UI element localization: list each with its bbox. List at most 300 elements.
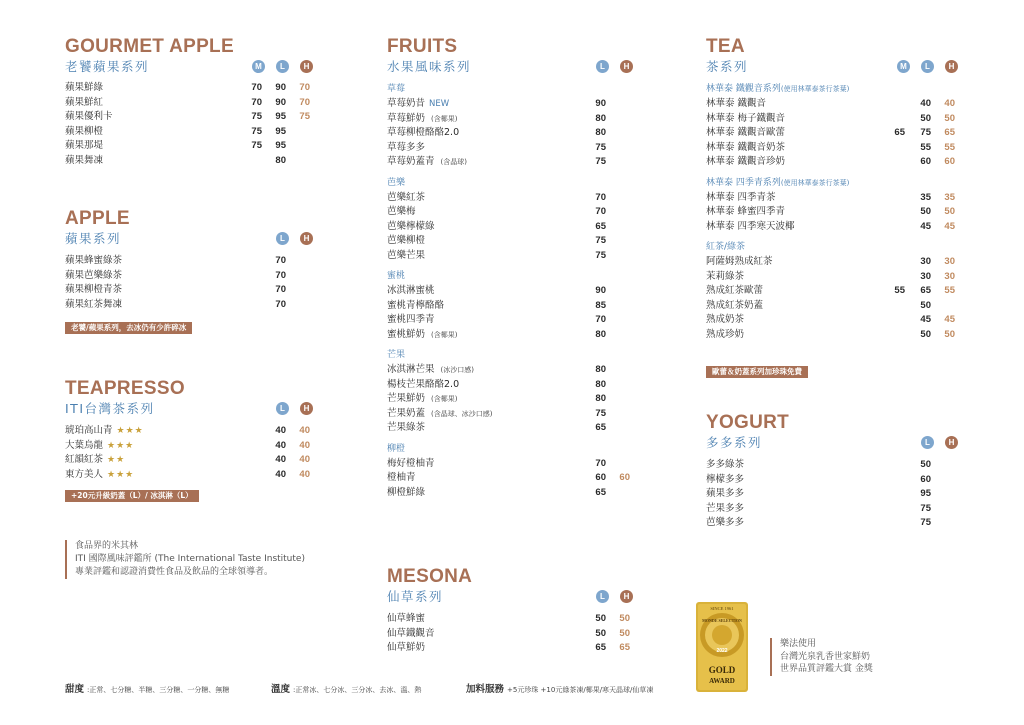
price-l: 65 (920, 285, 931, 296)
size-h-badge: H (300, 232, 313, 245)
menu-item-name (387, 249, 425, 264)
size-l-badge: L (921, 60, 934, 73)
teapresso-upgrade-note: +20元升級奶蓋（L）/ 冰淇淋（L） (65, 490, 199, 502)
menu-item-name-text: 琥珀高山青 (65, 425, 113, 436)
menu-item-row (706, 284, 966, 299)
footer-temperature (271, 684, 421, 696)
menu-item-name-text: 芭樂紅茶 (387, 191, 426, 203)
price-l: 85 (595, 299, 606, 311)
menu-item-row (387, 457, 637, 472)
price-l: 95 (275, 140, 286, 151)
menu-item-row (387, 191, 637, 206)
monde-selection-award-medal (696, 602, 748, 692)
price-h: 40 (299, 425, 310, 436)
menu-item-name-text: 熟成紅茶奶蓋 (706, 299, 764, 311)
price-l: 30 (920, 270, 931, 282)
menu-item-name-text: 林華泰 蜂蜜四季青 (706, 206, 786, 217)
price-l: 50 (920, 299, 931, 311)
price-m: 75 (251, 111, 262, 122)
menu-item-new-tag: NEW (429, 99, 450, 109)
menu-item-row (387, 284, 637, 299)
menu-item-name-text: 蘋果芭樂綠茶 (65, 269, 123, 281)
subgroup-title (387, 269, 637, 283)
menu-item-name (387, 313, 435, 328)
price-l: 60 (920, 473, 931, 485)
size-h-badge: H (945, 436, 958, 449)
menu-item-row (706, 126, 966, 141)
menu-item-name (387, 112, 457, 127)
section-title-en: TEA (706, 36, 745, 57)
menu-item-name-text: 蘋果那堤 (65, 140, 104, 151)
menu-item-name (65, 125, 103, 140)
menu-item-name-text: 蘋果蜂蜜綠茶 (65, 255, 123, 266)
iti-note-line: ITI 國際風味評鑑所 (The International Taste Institute) (75, 554, 305, 564)
section-title-zh: 仙草系列 (387, 589, 444, 604)
menu-item-row (706, 516, 966, 531)
menu-item-row (387, 407, 637, 422)
menu-list (65, 424, 315, 482)
menu-item-note: (含椰果) (431, 330, 458, 339)
section-title-en: YOGURT (706, 412, 790, 433)
menu-item-row (387, 471, 637, 486)
price-m: 75 (251, 140, 262, 151)
menu-item-name-text: 林華泰 鐵觀音歐蕾 (706, 127, 786, 138)
price-h: 30 (944, 256, 955, 267)
menu-item-rating-stars: ★★★ (107, 440, 135, 451)
menu-item-name-text: 楊枝芒果酪酪2.0 (387, 378, 460, 390)
menu-item-name-text: 芒果鮮奶 (387, 393, 426, 404)
menu-item-row (65, 125, 315, 140)
price-h: 75 (299, 111, 310, 122)
menu-item-row (706, 255, 966, 270)
menu-item-name-text: 林華泰 鐵觀音奶茶 (706, 141, 786, 153)
menu-list (706, 82, 966, 342)
price-m: 75 (251, 125, 262, 137)
subgroup-title-text: 芭樂 (387, 177, 406, 188)
size-l-badge: L (276, 60, 289, 73)
price-h: 40 (299, 468, 310, 480)
menu-item-name-text: 仙草鮮奶 (387, 642, 426, 653)
price-l: 50 (920, 206, 931, 217)
menu-item-row (387, 392, 637, 407)
price-h: 60 (619, 472, 630, 483)
price-h: 50 (619, 613, 630, 624)
menu-item-row (706, 502, 966, 517)
menu-item-name-text: 柳橙鮮綠 (387, 486, 426, 498)
award-note-line: 台灣光泉乳香世家鮮奶 (780, 651, 871, 662)
menu-item-name-text: 草莓奶昔 (387, 98, 426, 109)
price-h: 65 (944, 127, 955, 138)
menu-item-name-text: 蘋果紅茶舞凍 (65, 298, 123, 310)
menu-item-name-text: 芭樂梅 (387, 206, 416, 217)
menu-item-row (387, 220, 637, 235)
size-legend (276, 402, 324, 415)
price-l: 70 (595, 314, 606, 325)
menu-item-note: (含晶球、冰沙口感) (431, 409, 493, 418)
menu-item-row (65, 468, 315, 483)
menu-item-name-text: 蘋果鮮紅 (65, 96, 104, 108)
award-label: AWARD (709, 677, 735, 685)
menu-item-name-text: 多多綠茶 (706, 459, 745, 470)
menu-item-name (387, 392, 457, 407)
price-l: 50 (920, 459, 931, 470)
menu-item-row (706, 487, 966, 502)
menu-item-name (387, 421, 425, 436)
menu-item-row (706, 220, 966, 235)
menu-item-row (387, 641, 637, 656)
menu-item-name (706, 220, 795, 235)
price-l: 60 (595, 472, 606, 483)
price-h: 30 (944, 270, 955, 282)
menu-item-name (65, 139, 103, 154)
section-title-zh: 茶系列 (706, 59, 749, 74)
size-h-badge: H (300, 402, 313, 415)
menu-item-name (65, 154, 103, 169)
section-title-en: FRUITS (387, 36, 458, 57)
apple-ice-note: 老饕/蘋果系列，去冰仍有少許碎冰 (65, 322, 192, 334)
size-m-badge: M (897, 60, 910, 73)
size-legend (921, 436, 969, 449)
menu-item-name-text: 芭樂柳橙 (387, 235, 426, 246)
menu-item-row (706, 97, 966, 112)
price-l: 75 (920, 127, 931, 138)
menu-item-name (387, 205, 416, 220)
iti-note (65, 540, 305, 579)
menu-item-name (706, 284, 763, 299)
menu-item-note: (冰沙口感) (440, 366, 474, 374)
price-l: 50 (595, 613, 606, 624)
menu-item-name-text: 熟成紅茶歐蕾 (706, 285, 764, 296)
menu-item-name (387, 328, 457, 343)
menu-list (65, 81, 315, 168)
menu-item-name-text: 林華泰 梅子鐵觀音 (706, 112, 786, 124)
menu-item-name-text: 芭樂檸檬綠 (387, 220, 435, 232)
menu-item-name-text: 草莓多多 (387, 141, 426, 153)
price-m: 70 (251, 96, 262, 108)
menu-item-row (706, 473, 966, 488)
footer-addons-label: 加料服務 (466, 684, 505, 695)
menu-item-name-text: 林華泰 鐵觀音珍奶 (706, 156, 786, 167)
menu-item-name (65, 110, 113, 125)
menu-item-row (387, 313, 637, 328)
menu-item-row (65, 110, 315, 125)
subgroup-title (387, 442, 637, 456)
menu-item-row (387, 141, 637, 156)
price-l: 75 (920, 517, 931, 528)
menu-item-row (706, 205, 966, 220)
section-title-en: APPLE (65, 208, 130, 229)
menu-item-name-text: 冰淇淋蜜桃 (387, 285, 435, 296)
menu-item-name (387, 363, 474, 378)
menu-item-name-text: 芒果綠茶 (387, 422, 426, 433)
subgroup-title-text: 紅茶/綠茶 (706, 242, 746, 252)
menu-item-name-text: 蘋果舞凍 (65, 154, 104, 166)
subgroup-title-text: 林華泰 鐵觀音系列 (706, 84, 781, 94)
price-l: 70 (595, 191, 606, 203)
menu-item-row (387, 234, 637, 249)
price-l: 80 (595, 328, 606, 340)
menu-item-row (387, 112, 637, 127)
price-m: 70 (251, 82, 262, 93)
price-h: 65 (619, 642, 630, 653)
award-since: SINCE 1961 (710, 606, 734, 611)
size-l-badge: L (276, 402, 289, 415)
menu-item-row (387, 126, 637, 141)
size-legend (252, 60, 324, 73)
menu-item-name (387, 126, 459, 141)
menu-item-row (65, 298, 315, 313)
price-h: 50 (944, 206, 955, 217)
price-l: 80 (595, 127, 606, 138)
menu-item-row (65, 96, 315, 111)
menu-item-name (65, 283, 122, 298)
menu-item-name (387, 141, 425, 156)
price-h: 50 (944, 112, 955, 124)
menu-item-row (65, 424, 315, 439)
section-title-zh: 老饕蘋果系列 (65, 59, 150, 74)
price-m: 55 (894, 285, 905, 296)
tea-pearl-note: 歐蕾＆奶蓋系列加珍珠免費 (706, 366, 808, 378)
menu-item-rating-stars: ★★ (107, 455, 126, 465)
menu-item-name (706, 328, 744, 343)
menu-item-name-text: 茉莉綠茶 (706, 270, 745, 282)
price-l: 75 (920, 502, 931, 514)
menu-item-name (65, 96, 103, 111)
size-legend (596, 590, 644, 603)
menu-item-name (387, 486, 425, 501)
menu-item-name-text: 蜜桃青檸酪酪 (387, 299, 445, 311)
menu-item-name-text: 大葉烏龍 (65, 439, 104, 451)
award-note-line: 世界品質評鑑大賞 金獎 (780, 664, 873, 674)
award-note-line: 樂法使用 (780, 639, 817, 649)
footer-temperature-label: 溫度 (271, 684, 291, 695)
price-l: 95 (275, 125, 286, 137)
menu-item-name (706, 516, 744, 531)
footer-addons (466, 684, 653, 696)
price-h: 50 (619, 627, 630, 639)
section-teapresso (65, 378, 315, 482)
section-title-en: TEAPRESSO (65, 378, 185, 399)
award-gold: GOLD (708, 665, 736, 675)
price-l: 45 (920, 314, 931, 325)
menu-item-name (387, 220, 435, 235)
price-h: 40 (299, 454, 310, 465)
price-l: 75 (595, 141, 606, 153)
menu-item-name-text: 冰淇淋芒果 (387, 364, 435, 375)
menu-item-row (65, 269, 315, 284)
menu-item-row (387, 97, 637, 112)
size-legend (596, 60, 644, 73)
menu-item-row (706, 270, 966, 285)
footer-sweetness (65, 684, 229, 696)
price-h: 50 (944, 328, 955, 340)
menu-item-name-text: 蘋果多多 (706, 488, 745, 499)
price-m: 65 (894, 127, 905, 138)
menu-item-name (706, 487, 744, 502)
menu-item-name (387, 97, 449, 112)
menu-item-name (387, 457, 435, 472)
menu-item-name-text: 芒果多多 (706, 502, 745, 514)
size-l-badge: L (596, 590, 609, 603)
subgroup-title (387, 348, 637, 362)
menu-item-name-text: 蘋果鮮綠 (65, 82, 104, 93)
price-l: 65 (595, 422, 606, 433)
menu-item-note: (含椰果) (431, 395, 458, 403)
menu-item-name-text: 草莓柳橙酪酪2.0 (387, 127, 460, 138)
award-note (770, 638, 873, 676)
size-h-badge: H (300, 60, 313, 73)
menu-item-row (706, 191, 966, 206)
menu-item-name (387, 378, 459, 393)
menu-item-name-text: 林華泰 鐵觀音 (706, 98, 767, 109)
section-gourmet-apple (65, 36, 315, 168)
price-l: 75 (595, 235, 606, 246)
menu-item-name-text: 仙草鐵觀音 (387, 627, 435, 639)
section-apple (65, 208, 315, 312)
price-l: 80 (595, 378, 606, 390)
menu-item-row (65, 283, 315, 298)
price-l: 80 (275, 154, 286, 166)
price-l: 55 (920, 141, 931, 153)
menu-item-row (387, 363, 637, 378)
menu-item-row (65, 81, 315, 96)
menu-item-name-text: 蜜桃鮮奶 (387, 328, 426, 340)
menu-item-name-text: 檸檬多多 (706, 473, 745, 485)
menu-item-row (706, 328, 966, 343)
menu-item-name (387, 407, 492, 422)
price-h: 60 (944, 156, 955, 167)
subgroup-title-text: 林華泰 四季青系列 (706, 177, 781, 188)
price-l: 80 (595, 364, 606, 375)
price-l: 40 (275, 425, 286, 436)
section-yogurt (706, 412, 966, 531)
subgroup-title (706, 240, 966, 254)
menu-item-name-text: 紅韻紅茶 (65, 454, 104, 465)
award-ring: MONDE SELECTION (702, 618, 742, 623)
menu-item-name (387, 612, 425, 627)
subgroup-note: (使用林華泰茶行茶葉) (780, 178, 850, 187)
menu-item-row (387, 421, 637, 436)
section-title-en: GOURMET APPLE (65, 36, 234, 57)
footer-addons-options: +5元珍珠 +10元綠茶凍/椰果/寒天晶球/仙草凍 (507, 686, 654, 694)
subgroup-title-text: 芒果 (387, 350, 406, 360)
price-l: 40 (275, 439, 286, 451)
menu-item-name-text: 芒果奶蓋 (387, 407, 426, 419)
menu-item-name (706, 473, 744, 488)
section-mesona (387, 566, 637, 656)
size-h-badge: H (945, 60, 958, 73)
section-title-zh: 多多系列 (706, 435, 763, 450)
menu-item-row (706, 313, 966, 328)
menu-item-name (706, 191, 776, 206)
menu-item-name (65, 269, 122, 284)
menu-item-name-text: 橙柚青 (387, 472, 416, 483)
price-l: 90 (275, 82, 286, 93)
menu-item-row (65, 453, 315, 468)
menu-item-row (706, 299, 966, 314)
menu-item-row (387, 378, 637, 393)
menu-item-row (387, 627, 637, 642)
section-title-en: MESONA (387, 566, 473, 587)
iti-note-line: 專業評鑑和認證消費性食品及飲品的全球領導者。 (75, 567, 274, 577)
subgroup-title-text: 蜜桃 (387, 271, 406, 281)
price-l: 65 (595, 642, 606, 653)
price-h: 40 (299, 439, 310, 451)
price-l: 75 (595, 407, 606, 419)
menu-item-name-text: 芭樂芒果 (387, 249, 426, 261)
subgroup-title-text: 柳橙 (387, 443, 406, 454)
price-l: 95 (275, 111, 286, 122)
subgroup-note: (使用林華泰茶行茶葉) (780, 85, 850, 93)
price-l: 75 (595, 156, 606, 167)
price-l: 70 (275, 255, 286, 266)
menu-item-name-text: 蜜桃四季青 (387, 314, 435, 325)
menu-item-name-text: 蘋果柳橙青茶 (65, 284, 123, 295)
size-h-badge: H (620, 590, 633, 603)
menu-item-row (387, 328, 637, 343)
size-h-badge: H (620, 60, 633, 73)
section-title-zh: ITI台灣茶系列 (65, 401, 155, 416)
price-l: 40 (920, 98, 931, 109)
price-l: 50 (920, 328, 931, 340)
section-title-zh: 水果風味系列 (387, 59, 472, 74)
menu-item-row (65, 439, 315, 454)
footer-temperature-options: :正常冰、七分冰、三分冰、去冰、溫、熱 (293, 686, 422, 694)
menu-item-name (65, 81, 103, 96)
menu-item-note: (含晶球) (440, 158, 467, 166)
menu-item-name (706, 126, 785, 141)
section-fruits (387, 36, 637, 500)
menu-item-row (65, 154, 315, 169)
menu-item-name (706, 313, 744, 328)
size-l-badge: L (276, 232, 289, 245)
footer-sweetness-label: 甜度 (65, 684, 85, 695)
menu-item-name (706, 299, 763, 314)
size-l-badge: L (921, 436, 934, 449)
menu-item-row (65, 254, 315, 269)
menu-item-name (65, 468, 134, 483)
price-l: 70 (275, 298, 286, 310)
price-l: 50 (595, 627, 606, 639)
price-l: 65 (595, 220, 606, 232)
menu-list (387, 612, 637, 656)
price-l: 90 (595, 98, 606, 109)
section-tea (706, 36, 966, 342)
menu-item-name (65, 439, 134, 454)
menu-item-name (706, 112, 785, 127)
menu-item-row (706, 458, 966, 473)
size-legend (276, 232, 324, 245)
menu-item-name (706, 155, 785, 170)
menu-item-name (387, 627, 435, 642)
footer-sweetness-options: :正常、七分糖、半糖、三分糖、一分糖、無糖 (87, 686, 230, 694)
size-legend (897, 60, 969, 73)
menu-item-row (706, 155, 966, 170)
menu-list (387, 82, 637, 500)
price-l: 65 (595, 486, 606, 498)
menu-item-name-text: 熟成奶茶 (706, 314, 745, 325)
price-l: 70 (595, 206, 606, 217)
menu-item-name (387, 284, 435, 299)
menu-item-name (387, 191, 425, 206)
menu-item-note: (含椰果) (431, 114, 458, 123)
price-l: 70 (595, 457, 606, 469)
price-h: 55 (944, 141, 955, 153)
menu-item-name (706, 141, 785, 156)
menu-item-name (65, 254, 122, 269)
menu-list (65, 254, 315, 312)
price-l: 30 (920, 256, 931, 267)
